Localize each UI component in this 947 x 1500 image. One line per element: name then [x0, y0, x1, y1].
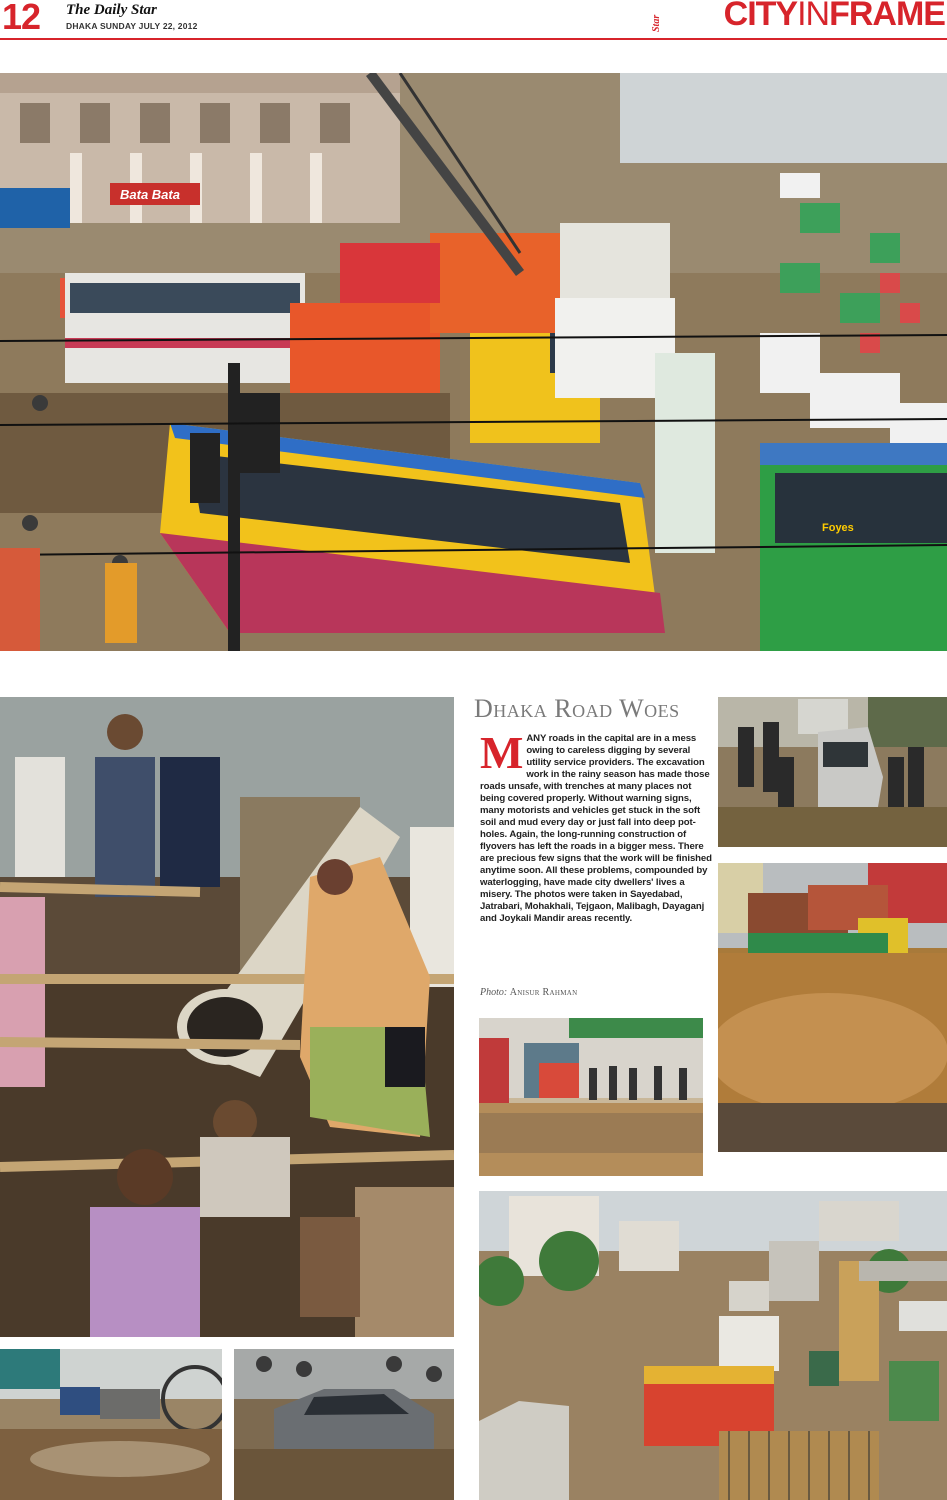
photo-credit-label: Photo:	[480, 987, 508, 998]
photo-credit-name: Anisur Rahman	[509, 987, 578, 998]
photo-flooded-market	[479, 1018, 703, 1176]
section-title-frame: FRAME	[829, 0, 945, 33]
section-title	[724, 0, 945, 34]
star-logo: Star	[651, 14, 662, 32]
section-title-city: CITY	[723, 0, 798, 33]
dateline: DHAKA SUNDAY JULY 22, 2012	[66, 21, 198, 31]
photo-waterlogged-street	[718, 863, 947, 1152]
photo-car-in-water	[234, 1349, 454, 1500]
photo-muddy-road	[0, 1349, 222, 1500]
masthead: The Daily Star	[66, 2, 157, 18]
foyes-sign: Foyes	[822, 522, 854, 534]
drop-cap: M	[480, 727, 524, 778]
photo-flyover-construction	[479, 1191, 947, 1500]
article-headline: Dhaka Road Woes	[474, 694, 680, 723]
photo-credit	[480, 987, 577, 998]
header-rule	[0, 38, 947, 40]
page-number: 12	[2, 0, 41, 37]
article-body	[480, 727, 714, 925]
photo-pipe-crossing	[0, 697, 454, 1337]
section-title-in: IN	[797, 0, 830, 33]
bata-sign: Bata Bata	[120, 187, 180, 202]
main-photo-traffic-jam	[0, 73, 947, 651]
article-body-text: ANY roads in the capital are in a mess owing to careless digging by several utility service providers. The excavation work in the rainy season has made those roads unsafe, with trenches at many places not being covered properly. Without warning signs, many motorists and vehicles get stuck in the soft soil and mud every day or just fall into deep pot-holes. Again, the long-running construction of flyovers has left the roads in a bigger mess. There are precious few signs that the work will be finished anytime soon. All these problems, compounded by waterlogging, have made city dwellers' lives a misery. The photos were taken in Sayedabad, Jatrabari, Mohakhali, Tejgaon, Malibagh, Dayaganj and Joykali Mandir areas recently.	[480, 733, 712, 924]
photo-pushing-car	[718, 697, 947, 847]
